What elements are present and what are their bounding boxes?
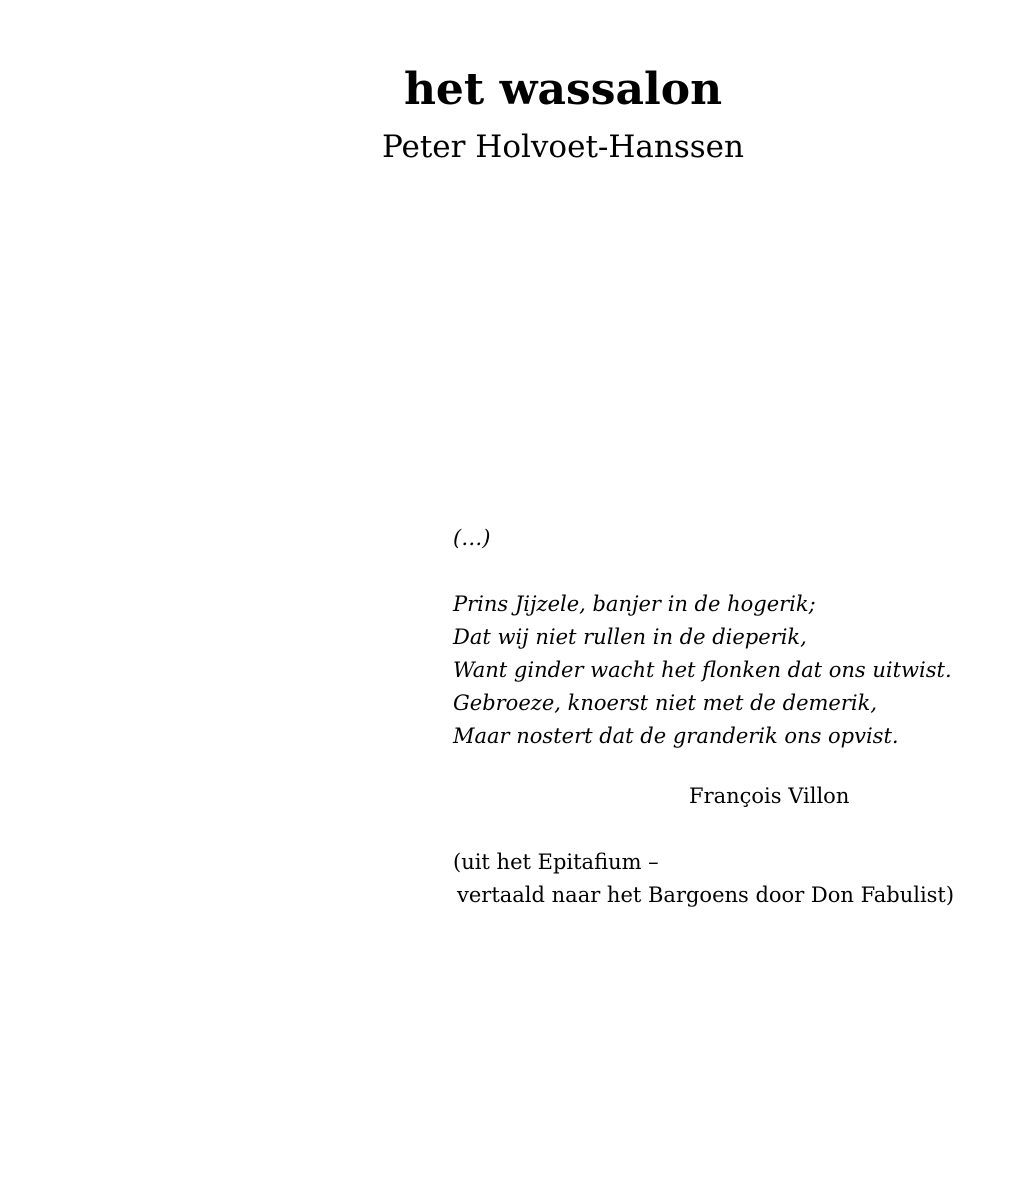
epigraph-line: Want ginder wacht het flonken dat ons uitwist. xyxy=(453,658,952,682)
source-line: (uit het Epitafium – xyxy=(453,850,659,874)
author-name: Peter Holvoet-Hanssen xyxy=(382,129,744,165)
epigraph-attribution: François Villon xyxy=(689,784,850,808)
epigraph-line: Prins Jijzele, banjer in de hogerik; xyxy=(453,592,816,616)
epigraph-ellipsis: (…) xyxy=(453,526,491,550)
document-title: het wassalon xyxy=(403,64,723,115)
epigraph xyxy=(453,522,1013,753)
epigraph-line: Dat wij niet rullen in de dieperik, xyxy=(453,625,807,649)
epigraph-line: Maar nostert dat de granderik ons opvist. xyxy=(453,724,899,748)
source-line: vertaald naar het Bargoens door Don Fabulist) xyxy=(457,883,955,907)
epigraph-line: Gebroeze, knoerst niet met de demerik, xyxy=(453,691,877,715)
epigraph-source xyxy=(453,846,954,912)
